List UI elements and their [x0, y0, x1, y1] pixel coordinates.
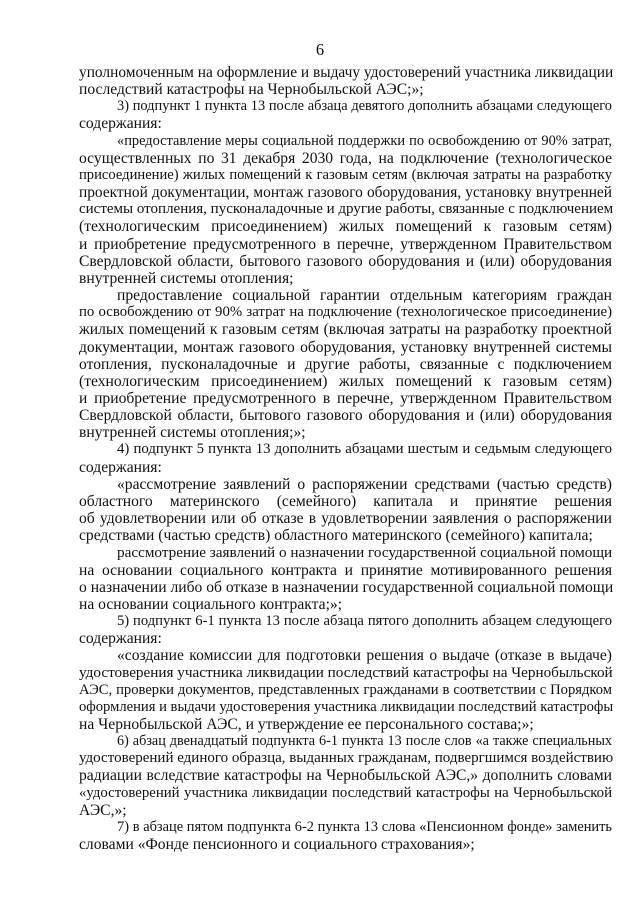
text-line: «удостоверений участника ликвидации последствий катастрофы на Чернобыльской: [79, 784, 612, 801]
text-line: присоединение) жилых помещений к газовым сетям (включая затраты на разработку: [79, 166, 612, 183]
text-line: Свердловской области, бытового газового оборудования и (или) оборудования: [79, 407, 612, 425]
page-number: 6: [315, 40, 325, 59]
text-line: (технологическим присоединением) жилых помещений к газовым сетям): [79, 218, 612, 236]
text-line: о назначении либо об отказе в назначении государственной социальной помощи: [79, 578, 614, 596]
text-line: удостоверения участника ликвидации последствий катастрофы на Чернобыльской: [79, 664, 613, 682]
text-line: областного материнского (семейного) капитала и принятие решения: [79, 492, 612, 510]
text-line: Свердловской области, бытового газового оборудования и (или) оборудования: [79, 252, 612, 270]
text-line: рассмотрение заявлений о назначении государственной социальной помощи: [117, 544, 613, 562]
text-line: внутренней системы отопления;: [79, 269, 294, 287]
text-line: на основании социального контракта и принятие мотивированного решения: [79, 561, 612, 579]
text-line: уполномоченным на оформление и выдачу удостоверений участника ликвидации: [79, 64, 614, 81]
text-line: 3) подпункт 1 пункта 13 после абзаца девятого дополнить абзацами следующего: [117, 98, 612, 115]
text-line: предоставление социальной гарантии отдельным категориям граждан: [117, 287, 612, 305]
text-line: проектной документации, монтаж газового оборудования, установку внутренней: [79, 184, 612, 202]
text-line: удостоверений единого образца, выданных гражданам, подвергшимся воздействию: [79, 750, 614, 767]
text-line: содержания:: [79, 115, 162, 133]
text-line: (технологическим присоединением) жилых помещений к газовым сетям): [79, 372, 612, 390]
text-line: и приобретение предусмотренного в перечне, утвержденном Правительством: [79, 235, 612, 253]
text-line: документации, монтаж газового оборудования, установку внутренней системы: [79, 338, 612, 356]
text-line: осуществленных по 31 декабря 2030 года, на подключение (технологическое: [79, 149, 612, 167]
text-line: по освобождению от 90% затрат на подключение (технологическое присоединение): [79, 304, 612, 321]
text-line: АЭС, проверки документов, представленных гражданами в соответствии с Порядком: [79, 681, 612, 698]
text-line: внутренней системы отопления;»;: [79, 424, 306, 442]
document-body: [79, 64, 612, 853]
text-line: и приобретение предусмотренного в перечне, утвержденном Правительством: [79, 389, 612, 407]
text-line: словами «Фонде пенсионного и социального страхования»;: [79, 836, 475, 854]
text-line: на Чернобыльской АЭС, и утверждение ее персонального состава;»;: [79, 715, 534, 733]
text-line: средствами (частью средств) областного материнского (семейного) капитала;: [79, 527, 593, 545]
text-line: содержания:: [79, 630, 162, 648]
text-line: «предоставление меры социальной поддержки по освобождению от 90% затрат,: [117, 132, 612, 149]
text-line: 7) в абзаце пятом подпункта 6-2 пункта 13 слова «Пенсионном фонде» заменить: [117, 818, 612, 835]
text-line: на основании социального контракта;»;: [79, 595, 343, 613]
text-line: жилых помещений к газовым сетям (включая затраты на разработку проектной: [79, 321, 612, 339]
text-line: об удовлетворении или об отказе в удовлетворении заявления о распоряжении: [79, 510, 612, 528]
text-line: последствий катастрофы на Чернобыльской АЭС;»;: [79, 81, 424, 99]
text-line: 6) абзац двенадцатый подпункта 6-1 пункта 13 после слов «а также специальных: [117, 733, 612, 750]
text-line: 4) подпункт 5 пункта 13 дополнить абзацами шестым и седьмым следующего: [117, 441, 612, 458]
text-line: отопления, пусконаладочные и другие работы, связанные с подключением: [79, 355, 612, 373]
text-line: АЭС,»;: [79, 801, 127, 819]
text-line: 5) подпункт 6-1 пункта 13 после абзаца пятого дополнить абзацем следующего: [117, 613, 612, 629]
text-line: «создание комиссии для подготовки решения о выдаче (отказе в выдаче): [117, 647, 612, 665]
text-line: системы отопления, пусконаладочные и другие работы, связанные с подключением: [79, 201, 614, 218]
text-line: содержания:: [79, 458, 162, 476]
text-line: оформления и выдачи удостоверения участника ликвидации последствий катастрофы: [79, 698, 614, 715]
text-line: радиации вследствие катастрофы на Чернобыльской АЭС,» дополнить словами: [79, 767, 612, 785]
text-line: «рассмотрение заявлений о распоряжении средствами (частью средств): [117, 475, 612, 493]
